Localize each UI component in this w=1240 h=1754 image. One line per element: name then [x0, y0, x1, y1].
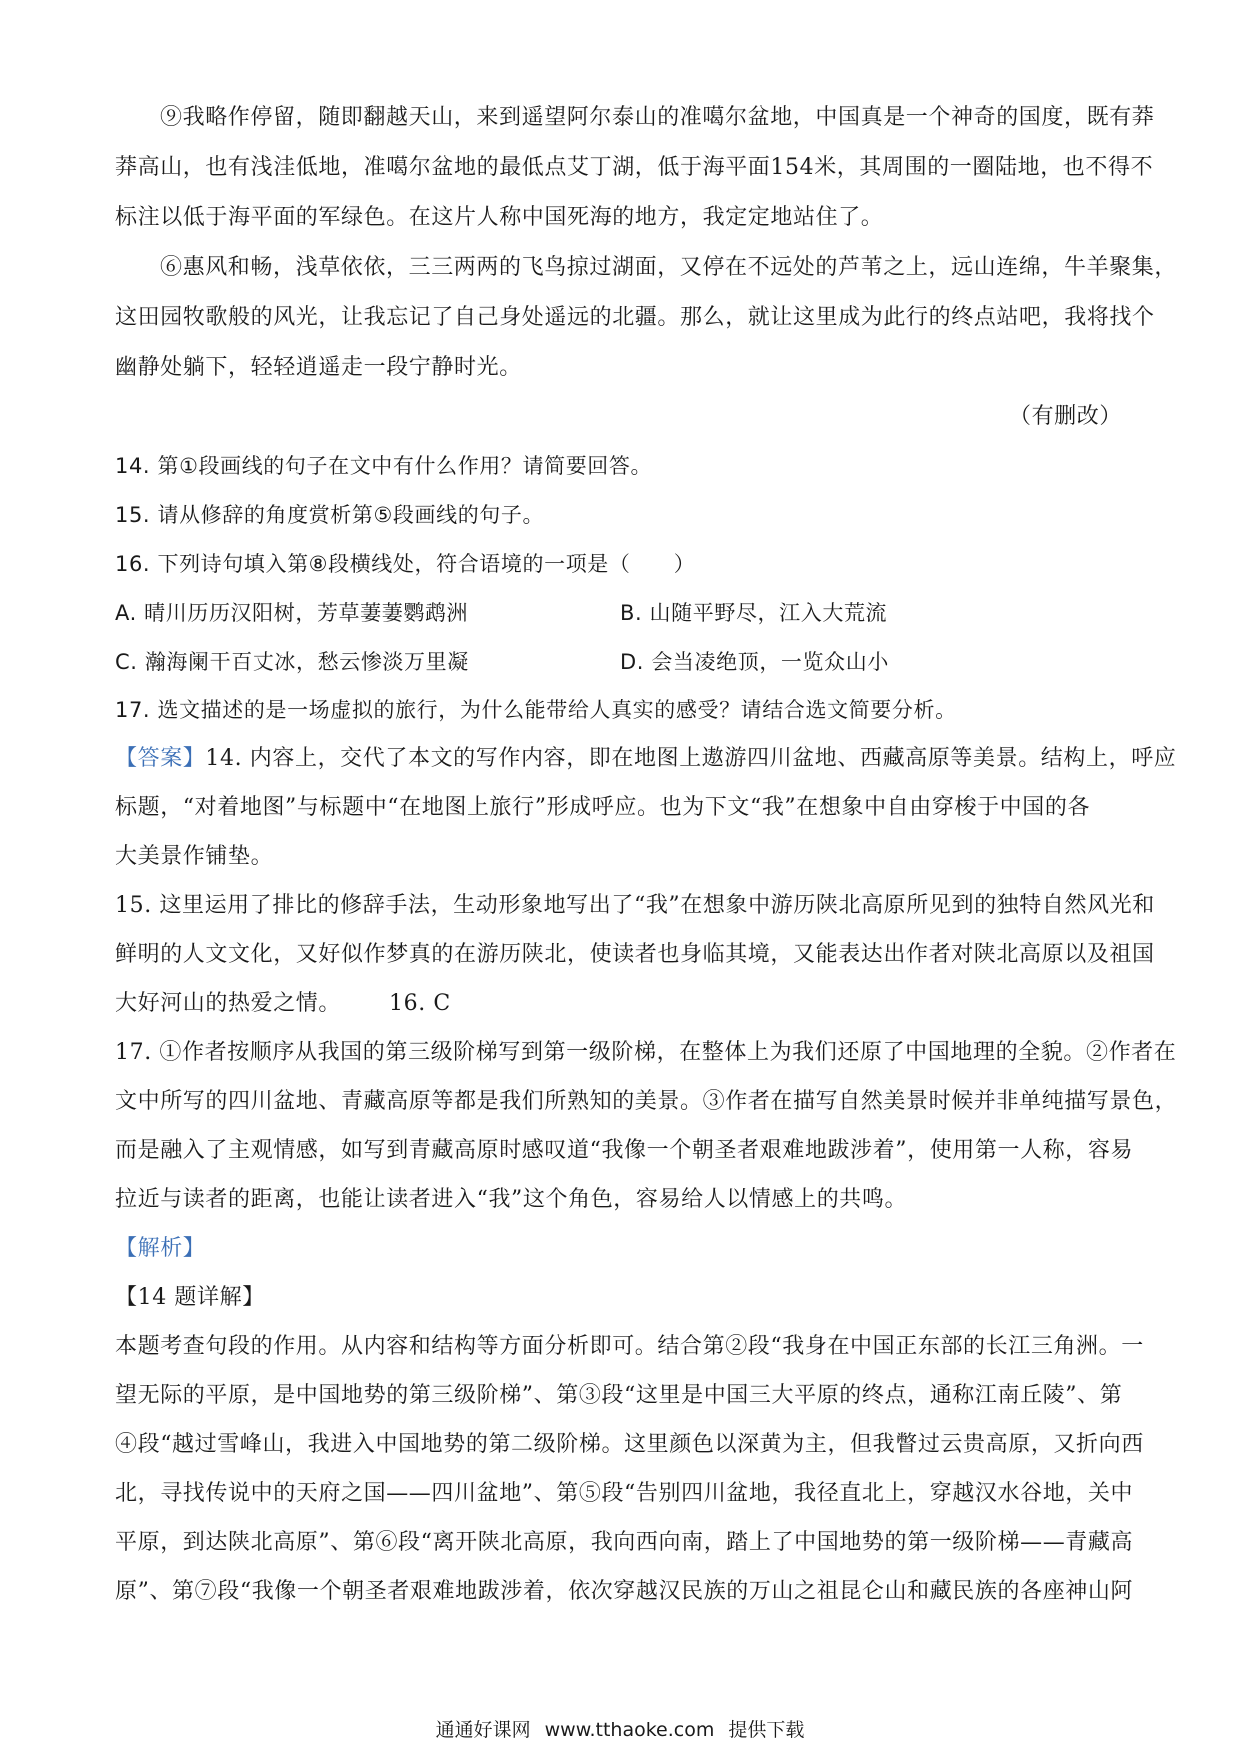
analysis-line-5: 平原，到达陕北高原”、第⑥段“离开陕北高原，我向西向南，踏上了中国地势的第一级阶梯——青藏高	[115, 1530, 1134, 1555]
analysis-line-6: 原”、第⑦段“我像一个朝圣者艰难地跋涉着，依次穿越汉民族的万山之祖昆仑山和藏民族的各座神山阿	[115, 1579, 1134, 1604]
page-footer	[0, 1717, 1240, 1743]
passage-p9-line-1: ⑨我略作停留，随即翻越天山，来到遥望阿尔泰山的准噶尔盆地，中国真是一个神奇的国度，既有莽	[160, 105, 1155, 130]
answer-14-line-2: 标题，“对着地图”与标题中“在地图上旅行”形成呼应。也为下文“我”在想象中自由穿梭于中国的各	[115, 795, 1091, 820]
option-a: A. 晴川历历汉阳树，芳草萋萋鹦鹉洲	[115, 601, 469, 625]
option-d: D. 会当凌绝顶，一览众山小	[620, 650, 889, 674]
footer-site-name: 通通好课网	[435, 1719, 531, 1741]
answer-15-line-1: 15. 这里运用了排比的修辞手法，生动形象地写出了“我”在想象中游历陕北高原所见到的独特自然风光和	[115, 893, 1155, 918]
question-14: 14. 第①段画线的句子在文中有什么作用？请简要回答。	[115, 454, 653, 478]
analysis-line-2: 望无际的平原，是中国地势的第三级阶梯”、第③段“这里是中国三大平原的终点，通称江南丘陵”、第	[115, 1383, 1123, 1408]
answer-14-text: 14. 内容上，交代了本文的写作内容，即在地图上遨游四川盆地、西藏高原等美景。结构上，呼应	[205, 746, 1177, 771]
analysis-line-4: 北，寻找传说中的天府之国——四川盆地”、第⑤段“告别四川盆地，我径直北上，穿越汉水谷地，关中	[115, 1481, 1134, 1506]
answer-16: 16. C	[389, 991, 451, 1016]
detail-heading-14: 【14 题详解】	[115, 1285, 265, 1310]
answer-14-line-3: 大美景作铺垫。	[115, 844, 274, 869]
footer-suffix: 提供下载	[728, 1719, 805, 1741]
passage-p9-line-3: 标注以低于海平面的军绿色。在这片人称中国死海的地方，我定定地站住了。	[115, 205, 884, 230]
question-15: 15. 请从修辞的角度赏析第⑤段画线的句子。	[115, 503, 545, 527]
passage-p9-line-2: 莽高山，也有浅洼低地，准噶尔盆地的最低点艾丁湖，低于海平面154米，其周围的一圈陆地，也不得不	[115, 155, 1154, 180]
passage-p10-line-3: 幽静处躺下，轻轻逍遥走一段宁静时光。	[115, 355, 522, 380]
answer-15-line-2: 鲜明的人文文化，又好似作梦真的在游历陕北，使读者也身临其境，又能表达出作者对陕北高原以及祖国	[115, 942, 1155, 967]
passage-p10-line-2: 这田园牧歌般的风光，让我忘记了自己身处遥远的北疆。那么，就让这里成为此行的终点站吧，我将找个	[115, 305, 1155, 330]
footer-url[interactable]: www.tthaoke.com	[544, 1719, 715, 1741]
question-17: 17. 选文描述的是一场虚拟的旅行，为什么能带给人真实的感受？请结合选文简要分析。	[115, 698, 957, 722]
answer-17-line-2: 文中所写的四川盆地、青藏高原等都是我们所熟知的美景。③作者在描写自然美景时候并非单纯描写景色，	[115, 1089, 1178, 1114]
answer-15-line-3	[115, 989, 1135, 1019]
answer-14-line-1	[115, 744, 1177, 774]
option-c: C. 瀚海阑干百丈冰，愁云惨淡万里凝	[115, 650, 469, 674]
answer-17-line-4: 拉近与读者的距离，也能让读者进入“我”这个角色，容易给人以情感上的共鸣。	[115, 1187, 908, 1212]
passage-p10-line-1: ⑥惠风和畅，浅草依依，三三两两的飞鸟掠过湖面，又停在不远处的芦苇之上，远山连绵，牛羊聚集，	[160, 255, 1178, 280]
answer-17-line-1: 17. ①作者按顺序从我国的第三级阶梯写到第一级阶梯，在整体上为我们还原了中国地理的全貌。②作者在	[115, 1040, 1177, 1065]
analysis-line-3: ④段“越过雪峰山，我进入中国地势的第二级阶梯。这里颜色以深黄为主，但我瞥过云贵高原，又折向西	[115, 1432, 1144, 1457]
analysis-label: 【解析】	[115, 1236, 206, 1261]
question-16: 16. 下列诗句填入第⑧段横线处，符合语境的一项是（ ）	[115, 552, 696, 576]
answer-15-end: 大好河山的热爱之情。	[115, 991, 342, 1016]
analysis-line-1: 本题考查句段的作用。从内容和结构等方面分析即可。结合第②段“我身在中国正东部的长江三角洲。一	[115, 1334, 1144, 1359]
answer-17-line-3: 而是融入了主观情感，如写到青藏高原时感叹道“我像一个朝圣者艰难地跋涉着”，使用第一人称，容易	[115, 1138, 1134, 1163]
option-b: B. 山随平野尽，江入大荒流	[620, 601, 888, 625]
source-note: （有删改）	[1008, 404, 1122, 429]
answer-label: 【答案】	[115, 746, 206, 771]
